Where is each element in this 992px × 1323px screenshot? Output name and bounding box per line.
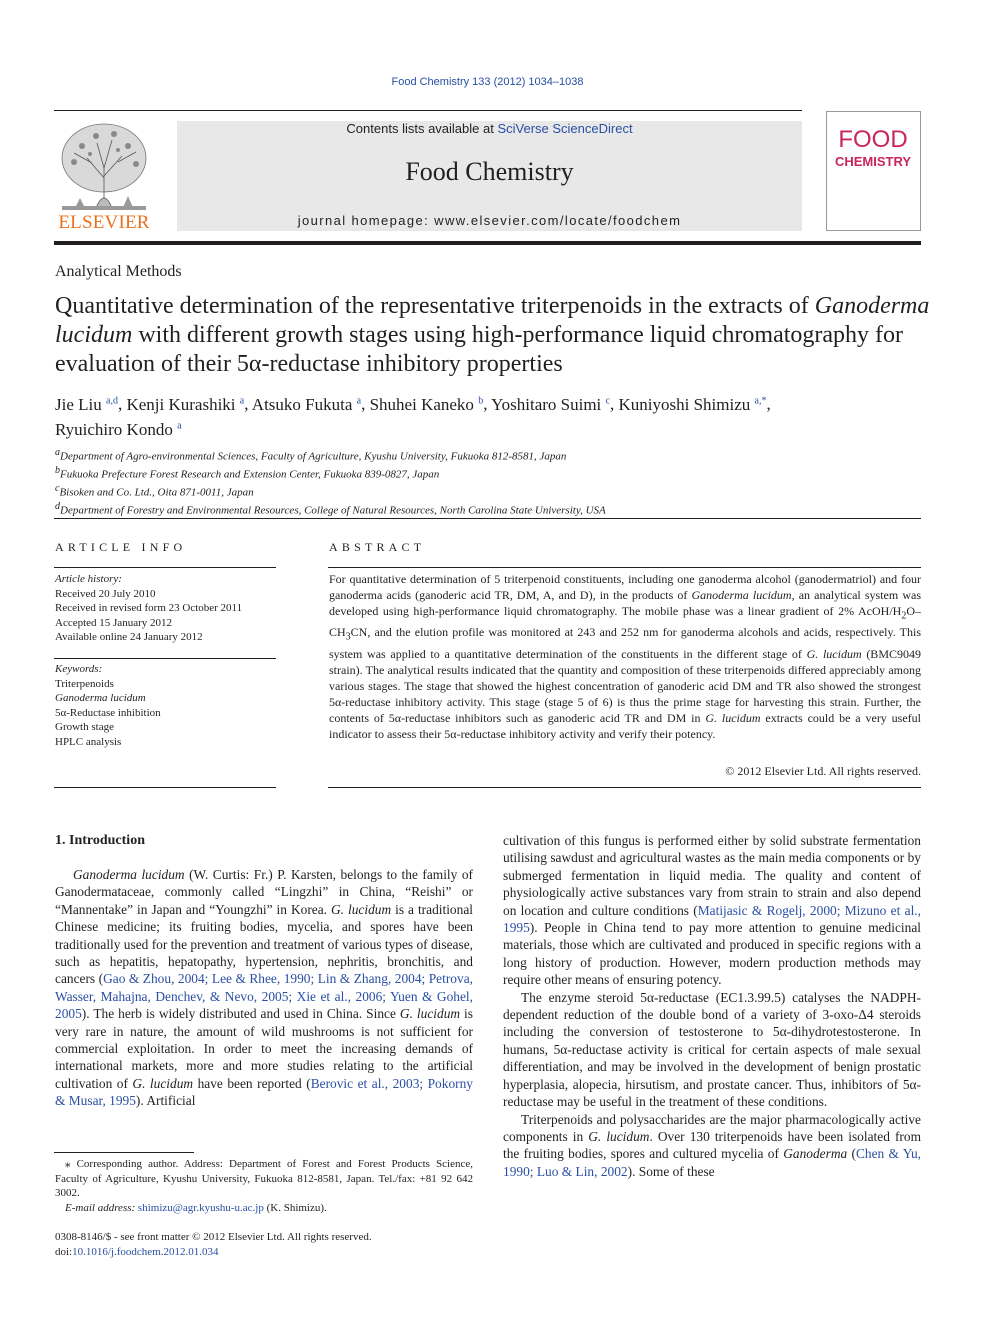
paragraph: The enzyme steroid 5α-reductase (EC1.3.99.5) catalyses the NADPH-dependent reduction of the double bond of a variety of 3-oxo-Δ4 steroids including the conversion of testosterone to 5α-dihydrotestosterone. In humans, 5α-reductase activity is critical for certain aspects of male sexual differentiation, and may be involved in the development of benign prostatic hyperplasia, alopecia, hirsutism, and prostate cancer. Thus, inhibitors of 5α-reductase may be useful in the treatment of these conditions. (503, 989, 921, 1110)
author[interactable]: Jie Liu $^{a,d}$ (55, 394, 118, 414)
citation-link[interactable]: Chen & Yu, 1990; Luo & Lin, 2002 (503, 1146, 922, 1179)
paragraph: Ganoderma lucidum (W. Curtis: Fr.) P. Karsten, belongs to the family of Ganodermataceae, commonly called “Lingzhi” in China, “Reishi” or “Mannentake” in Japan and “Youngzhi” in Korea. G. lucidum is a traditional Chinese medicine; its fruiting bodies, mycelia, and spores have been traditionally used for the prevention and treatment of various types of disease, such as hepatitis, hepatopathy, hypertension, nephritis, bronchitis, and cancers (Gao & Zhou, 2004; Lee & Rhee, 1990; Lin & Zhang, 2004; Petrova, Wasser, Mahajna, Denchev, & Nevo, 2005; Xie et al., 2006; Yuen & Gohel, 2005). The herb is widely distributed and used in China. Since G. lucidum is very rare in nature, the amount of wild mushrooms is not sufficient for commercial exploitation. In order to meet the increasing demands of international markets, more and more studies relating to the artificial cultivation of G. lucidum have been reported (Berovic et al., 2003; Pokorny & Musar, 1995). Artificial (55, 867, 473, 1109)
author[interactable]: Shuhei Kaneko $^b$ (369, 394, 484, 414)
author[interactable]: Kuniyoshi Shimizu $^{a,*}$ (618, 394, 767, 414)
doi-label: doi: (55, 1245, 73, 1258)
history-item: Received in revised form 23 October 2011 (55, 602, 243, 614)
history-label: Article history: (55, 573, 122, 585)
info-rule (54, 787, 276, 788)
affiliation: $^d$Department of Forestry and Environmental Resources, College of Natural Resources, North Carolina State University, USA (55, 501, 606, 518)
title-species: Ganoderma lucidum (55, 293, 930, 348)
sciencedirect-link[interactable]: SciVerse ScienceDirect (497, 121, 633, 136)
abstract-rule (328, 567, 921, 568)
article-title (55, 292, 945, 379)
history-item: Available online 24 January 2012 (55, 631, 203, 643)
keywords (55, 662, 275, 749)
email-label: E-mail address: (65, 1201, 138, 1214)
paragraph: cultivation of this fungus is performed either by solid substrate fermentation utilising sawdust and agricultural wastes as the main media components or by submerged fermentation in liquid media. The quality and content of physiologically active substances vary from strain to strain and also depend on location and culture conditions (Matijasic & Rogelj, 2000; Mizuno et al., 1995). People in China tend to pay more attention to genuine medicinal materials, those which are cultivated and produced in specific regions with a long history of production. However, modern production methods may require other means of ensuring potency. (503, 833, 921, 988)
history-item: Received 20 July 2010 (55, 587, 156, 600)
info-rule (54, 567, 276, 568)
doi-link[interactable]: 10.1016/j.foodchem.2012.01.034 (72, 1245, 219, 1258)
citation-link[interactable]: Matijasic & Rogelj, 2000; Mizuno et al., 1995 (503, 902, 921, 936)
masthead-rule (54, 241, 921, 245)
keyword: Growth stage (55, 721, 114, 733)
title-text-1: Quantitative determination of the representative triterpenoids in the extracts of (55, 293, 815, 319)
affiliation: $^c$Bisoken and Co. Ltd., Oita 871-0011, Japan (55, 483, 254, 499)
body-column-right (503, 832, 921, 1180)
journal-reference[interactable]: Food Chemistry 133 (2012) 1034–1038 (391, 76, 584, 88)
introduction-heading: 1. Introduction (55, 833, 145, 848)
article-section: Analytical Methods (55, 263, 182, 280)
history-item: Accepted 15 January 2012 (55, 616, 172, 629)
author[interactable]: Kenji Kurashiki $^a$ (126, 394, 245, 414)
author[interactable]: Atsuko Fukuta $^a$ (251, 394, 362, 414)
info-rule (54, 658, 276, 659)
email-link[interactable]: shimizu@agr.kyushu-u.ac.jp (137, 1201, 264, 1214)
affiliation: $^b$Fukuoka Prefecture Forest Research and Extension Center, Fukuoka 839-0827, Japan (55, 465, 440, 481)
keyword: 5α-Reductase inhibition (55, 706, 161, 719)
keyword: Triterpenoids (55, 677, 114, 690)
abstract-text: For quantitative determination of 5 triterpenoid constituents, including one ganoderma alcohol (ganodermatriol) and four ganoderma acids (ganoderic acid TR, DM, A, and D), in the products of Ganoderma lucidum, an analytical system was developed using high-performance liquid chromatography. The mobile phase was a linear gradient of 2% AcOH/$H_2O-CH_3CN$, and the elution profile was monitored at 243 and 252 nm for ganoderma alcohols and acids, respectively. This system was applied to a quantitative determination of the constituents in the different stage of G. lucidum (BMC9049 strain). The analytical results indicated that the quantity and composition of these triterpenoids differed appreciably among various stages. The stage that showed the highest concentration of ganoderic acid DM and TR also showed the strongest 5α-reductase inhibitory activity. This stage (stage 5 of 6) is thus the prime stage for harvesting this strain. Further, the contents of 5α-reductase inhibitors such as ganoderic acid TR and DM in G. lucidum extracts could be a very useful indicator to assess their 5α-reductase inhibitory activity and verify their potency. (329, 572, 922, 741)
paragraph: Triterpenoids and polysaccharides are the major pharmacologically active components in G. lucidum. Over 130 triterpenoids have been isolated from the fruiting bodies, spores and cultured mycelia of Ganoderma (Chen & Yu, 1990; Luo & Lin, 2002). Some of these (503, 1111, 922, 1179)
keyword: Ganoderma lucidum (55, 692, 146, 704)
journal-name: Food Chemistry (405, 157, 574, 186)
article-history (55, 572, 275, 645)
elsevier-logo-text: ELSEVIER (58, 212, 150, 233)
journal-homepage[interactable]: journal homepage: www.elsevier.com/locate/foodchem (297, 213, 682, 228)
abstract-heading: ABSTRACT (329, 540, 426, 554)
keyword: HPLC analysis (55, 735, 122, 748)
affiliation: $^a$Department of Agro-environmental Sciences, Faculty of Agriculture, Kyushu University, Fukuoka 812-8581, Japan (55, 447, 567, 463)
cover-title-food: FOOD (838, 126, 908, 153)
contents-prefix: Contents lists available at (346, 121, 498, 136)
contents-line (177, 121, 802, 136)
copyright: © 2012 Elsevier Ltd. All rights reserved. (725, 764, 921, 778)
article-info-heading: ARTICLE INFO (55, 540, 187, 554)
author[interactable]: Yoshitaro Suimi $^c$ (491, 394, 610, 414)
citation-link[interactable]: Berovic et al., 2003; Pokorny & Musar, 1995 (55, 1075, 473, 1109)
abstract-rule (328, 787, 921, 788)
issn-line: 0308-8146/$ - see front matter © 2012 Elsevier Ltd. All rights reserved. (55, 1231, 372, 1243)
author[interactable]: Ryuichiro Kondo $^a$ (55, 420, 182, 440)
email-suffix: (K. Shimizu). (263, 1201, 327, 1214)
citation-link[interactable]: Gao & Zhou, 2004; Lee & Rhee, 1990; Lin & Zhang, 2004; Petrova, Wasser, Mahajna, Denchev, & Nevo, 2005; Xie et al., 2006; Yuen & Gohel, 2005 (55, 971, 473, 1022)
title-text-2: with different growth stages using high-performance liquid chromatography for evaluation of their 5α-reductase inhibitory properties (55, 322, 904, 377)
affiliations (55, 446, 935, 519)
corresponding-author-footnote (55, 1157, 473, 1215)
front-matter (55, 1230, 473, 1259)
body-column-left (55, 866, 473, 1110)
footnote-rule (54, 1152, 194, 1153)
section-rule (54, 518, 921, 519)
corresponding-note: ⁎ Corresponding author. Address: Department of Forest and Forest Products Science, Faculty of Agriculture, Kyushu University, Fukuoka 812-8581, Japan. Tel./fax: +81 92 642 3002. (55, 1158, 473, 1199)
cover-title-chemistry: CHEMISTRY (834, 154, 912, 169)
header-rule (54, 110, 802, 111)
author-list: Jie Liu $^{a,d}$, Kenji Kurashiki $^a$, Atsuko Fukuta $^a$, Shuhei Kaneko $^b$, Yoshitaro Suimi $^c$, Kuniyoshi Shimizu $^{a,*}$, Ryuichiro Kondo $^a$ (55, 394, 771, 440)
keywords-label: Keywords: (55, 663, 103, 675)
